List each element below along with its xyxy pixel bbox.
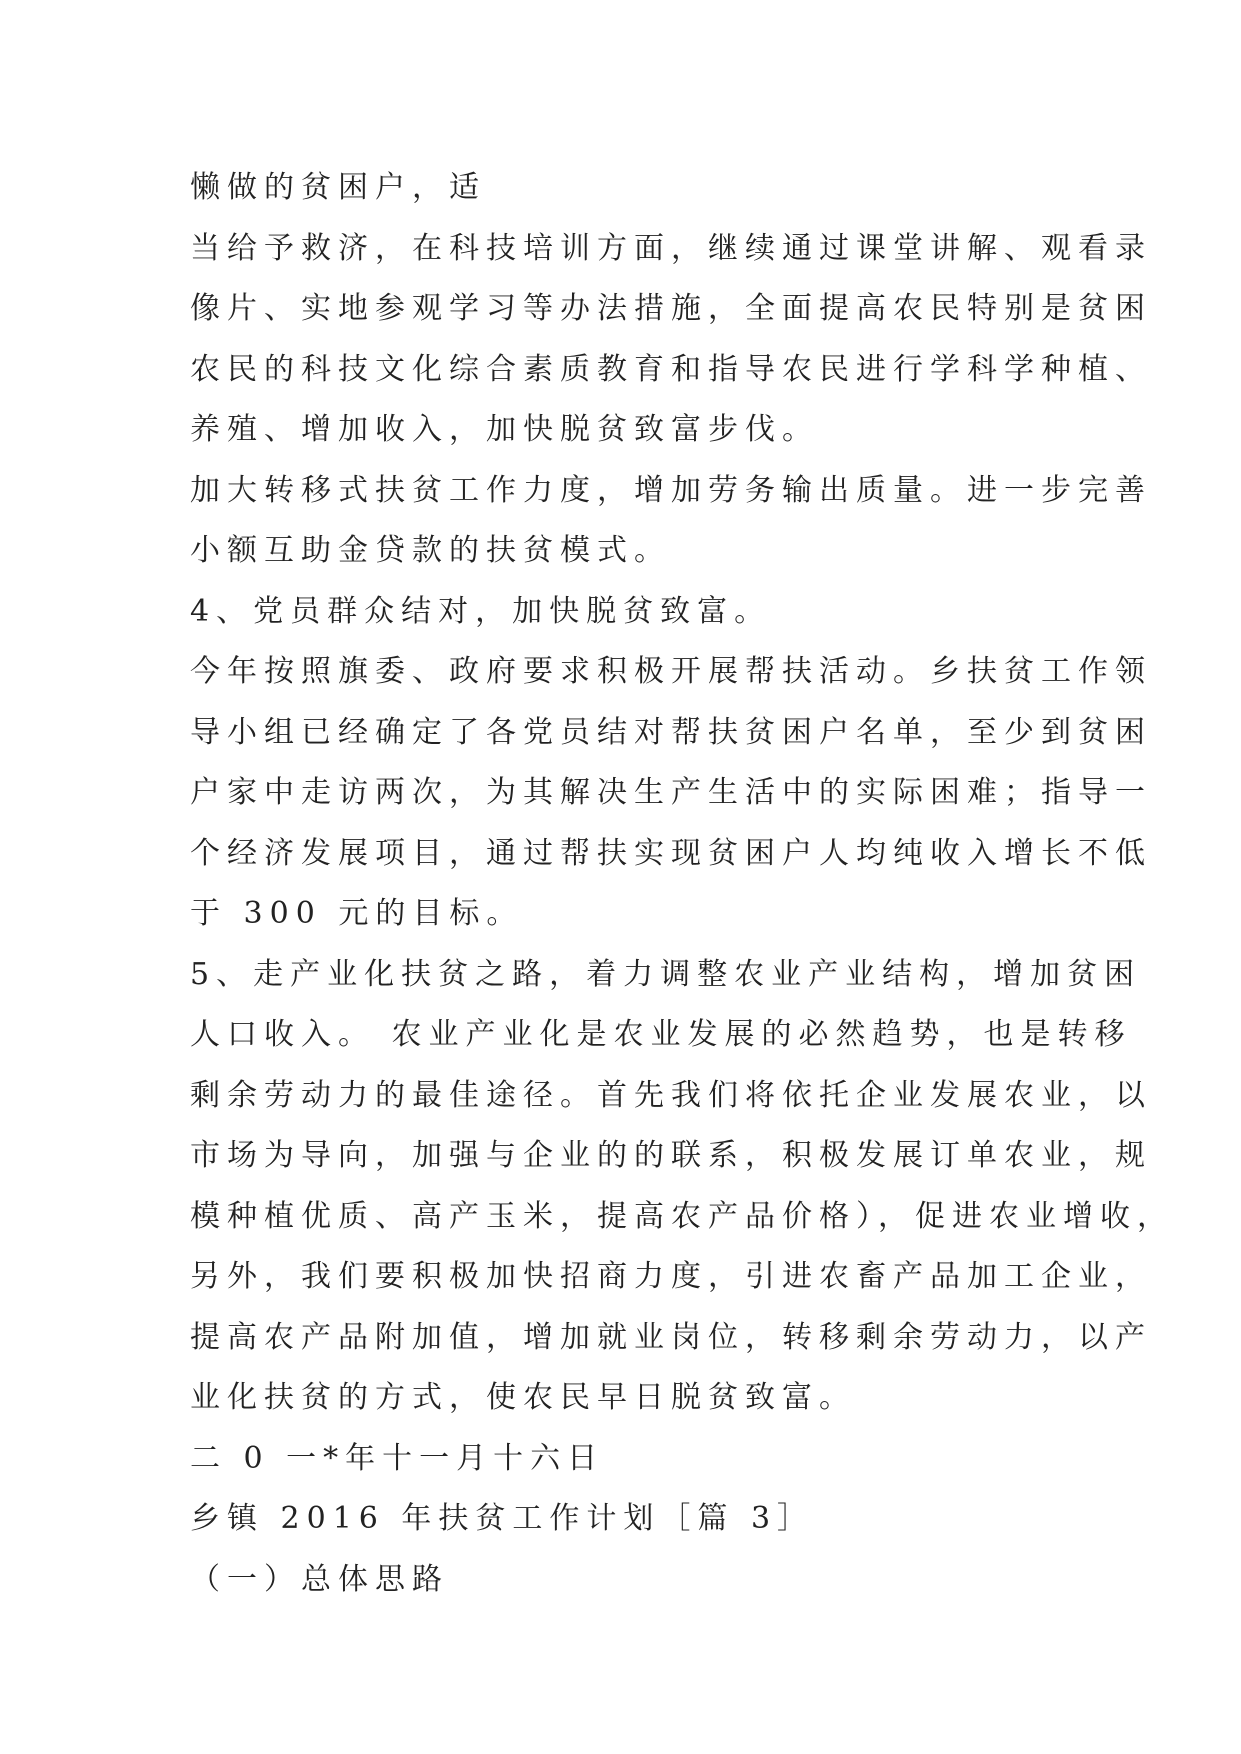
text-line: 另外，我们要积极加快招商力度，引进农畜产品加工企业， — [190, 1259, 1152, 1294]
text-line: 导小组已经确定了各党员结对帮扶贫困户名单，至少到贫困 — [190, 714, 1152, 750]
text-line: 懒做的贫困户，适 — [190, 170, 486, 205]
text-line: 户家中走访两次，为其解决生产生活中的实际困难；指导一 — [190, 775, 1152, 810]
text-line: 提高农产品附加值，增加就业岗位，转移剩余劳动力，以产 — [190, 1319, 1152, 1355]
text-line: 像片、实地参观学习等办法措施，全面提高农民特别是贫困 — [190, 291, 1152, 326]
subsection-heading: （一）总体思路 — [190, 1561, 449, 1597]
text-line: 人口收入。 农业产业化是农业发展的必然趋势，也是转移 — [190, 1017, 1132, 1052]
section-heading-4: 4、党员群众结对，加快脱贫致富。 — [190, 593, 772, 629]
text-line: 农民的科技文化综合素质教育和指导农民进行学科学种植、 — [190, 351, 1152, 387]
document-date: 二 0 一*年十一月十六日 — [190, 1440, 605, 1476]
text-line: 市场为导向，加强与企业的的联系，积极发展订单农业，规 — [190, 1138, 1152, 1173]
text-line: 加大转移式扶贫工作力度，增加劳务输出质量。进一步完善 — [190, 472, 1152, 508]
section-heading-5: 5、走产业化扶贫之路，着力调整农业产业结构，增加贫困 — [190, 956, 1142, 992]
text-line: 业化扶贫的方式，使农民早日脱贫致富。 — [190, 1380, 856, 1415]
text-line: 于 300 元的目标。 — [190, 896, 524, 931]
text-line: 小额互助金贷款的扶贫模式。 — [190, 533, 671, 568]
text-line: 今年按照旗委、政府要求积极开展帮扶活动。乡扶贫工作领 — [190, 654, 1152, 689]
text-line: 剩余劳动力的最佳途径。首先我们将依托企业发展农业，以 — [190, 1077, 1152, 1113]
text-line: 当给予救济，在科技培训方面，继续通过课堂讲解、观看录 — [190, 230, 1152, 266]
document-title: 乡镇 2016 年扶贫工作计划［篇 3］ — [190, 1501, 815, 1536]
document-body — [190, 158, 1174, 1610]
text-line: 个经济发展项目，通过帮扶实现贫困户人均纯收入增长不低 — [190, 835, 1152, 871]
text-line: 模种植优质、高产玉米，提高农产品价格），促进农业增收， — [190, 1198, 1174, 1234]
text-line: 养殖、增加收入，加快脱贫致富步伐。 — [190, 412, 819, 447]
